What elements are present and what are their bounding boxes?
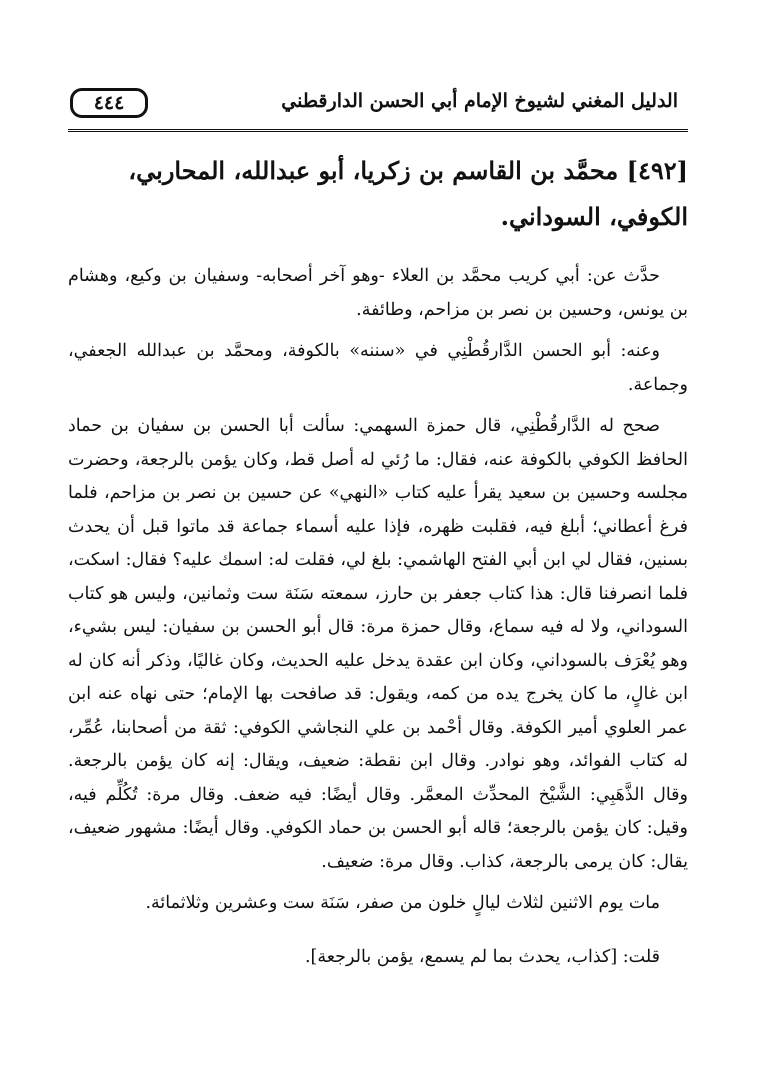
entry-heading-line-1: [٤٩٢] محمَّد بن القاسم بن زكريا، أبو عبدالله، المحاربي،	[128, 156, 688, 185]
author-note: قلت: [كذاب، يحدث بما لم يسمع، يؤمن بالرجعة].	[304, 946, 660, 967]
page-number: ٤٤٤	[70, 88, 148, 118]
running-title: الدليل المغني لشيوخ الإمام أبي الحسن الدارقطني	[281, 90, 678, 112]
death-paragraph: مات يوم الاثنين لثلاث ليالٍ خلون من صفر، سَنَة ست وعشرين وثلاثمائة.	[145, 893, 660, 913]
assessment-paragraph: صحح له الدَّارقُطْنِي، قال حمزة السهمي: سألت أبا الحسن بن سفيان بن حماد الحافظ الكوفي بالكوفة عنه، فقال: ما رُئي له أصل قط، وكان يؤمن بالرجعة، وحضرت مجلسه وحسين بن سعيد يقرأ عليه كتاب «النهي» عن حسين بن نصر بن مزاحم، فلما فرغ أعطاني؛ أبلغ فيه، فقلبت ظهره، فإذا عليه أسماء جماعة قد ماتوا قبل أن يحدث بسنين، فقال لي ابن أبي الفتح الهاشمي: بلغ لي، فقلت له: اسمك عليه؟ فقال: اسكت، فلما انصرفنا قال: هذا كتاب جعفر بن حارز، سمعته سَنَة ست وثمانين، وليس هو كتاب السوداني، ولا له فيه سماع، وقال حمزة مرة: قال أبو الحسن بن سفيان: ليس بشيء، وهو يُعْرَف بالسوداني، وكان ابن عقدة يدخل عليه الحديث، وكان غاليًا، وذكر أنه كان له ابن غالٍ، ما كان يخرج يده من كمه، ويقول: قد صافحت بها الإمام؛ حتى نهاه عنه ابن عمر العلوي أمير الكوفة. وقال أحْمد بن علي النجاشي الكوفي: ثقة من أصحابنا، عُمِّر، له كتاب الفوائد، وهو نوادر. وقال ابن نقطة: ضعيف، ويقال: إنه كان يؤمن بالرجعة. وقال الذَّهَبِي: الشَّيْخ المحدِّث المعمَّر. وقال أيضًا: فيه ضعف. وقال مرة: تُكُلِّم فيه، وقيل: كان يؤمن بالرجعة؛ قاله أبو الحسن بن حماد الكوفي. وقال أيضًا: مشهور ضعيف، يقال: كان يرمى بالرجعة، كذاب. وقال مرة: ضعيف.	[68, 416, 688, 872]
teachers-paragraph: حدَّث عن: أبي كريب محمَّد بن العلاء -وهو آخر أصحابه- وسفيان بن وكيع، وهشام بن يونس، وحسين بن نصر بن مزاحم، وطائفة.	[68, 266, 688, 320]
entry-heading-line-2: الكوفي، السوداني.	[500, 202, 688, 231]
students-paragraph: وعنه: أبو الحسن الدَّارقُطْنِي في «سننه» بالكوفة، ومحمَّد بن عبدالله الجعفي، وجماعة.	[68, 341, 688, 395]
entry-heading	[68, 148, 688, 240]
running-header	[68, 82, 688, 132]
